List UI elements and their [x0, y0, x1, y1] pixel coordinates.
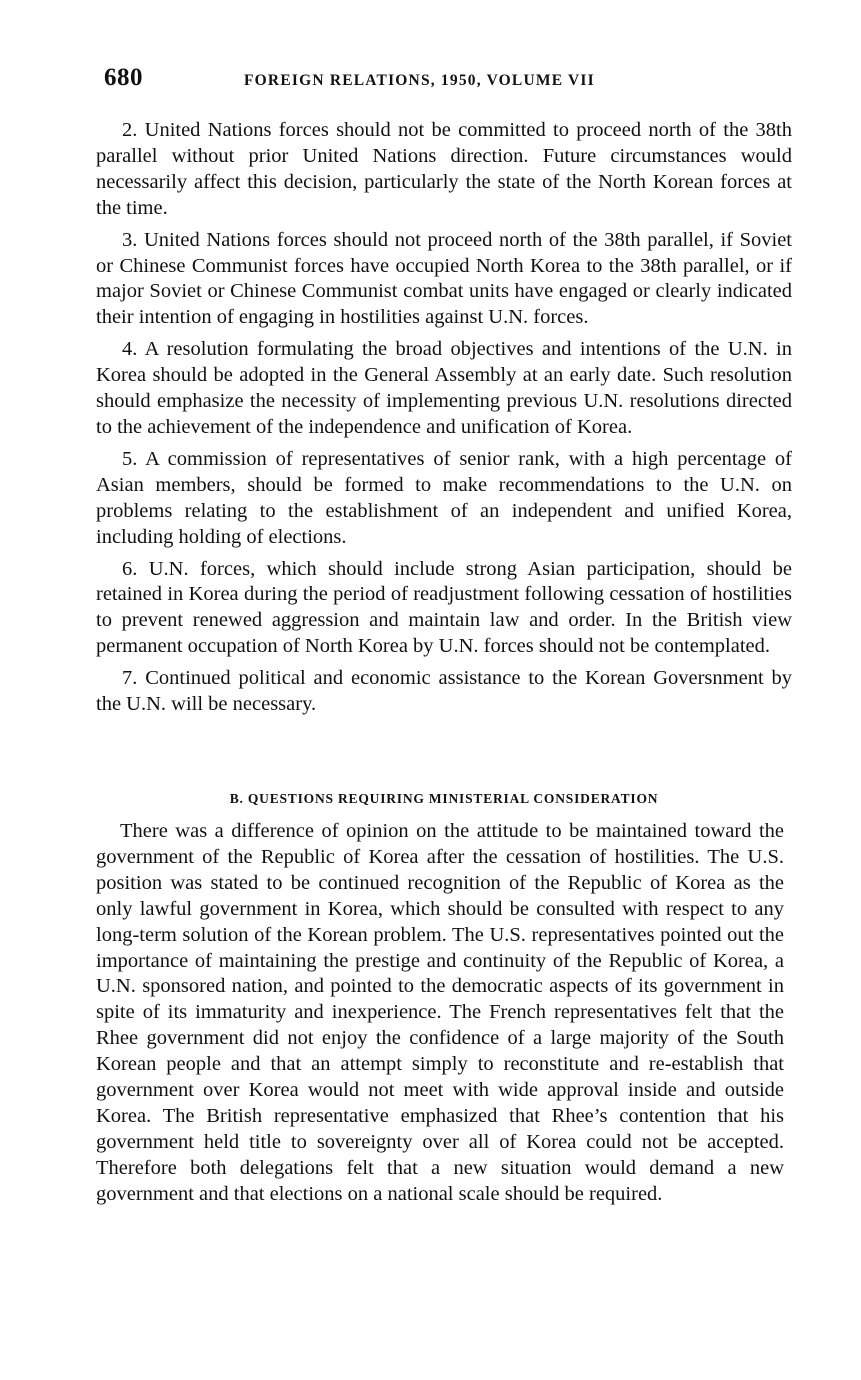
- section-b-body: [96, 819, 784, 1208]
- numbered-conclusions: [96, 118, 792, 724]
- item-text: A commission of representatives of senior rank, with a high percentage of Asian members, should be formed to make recommendations to the U.N. on problems relating to the establishment of an independent and unified Korea, including holding of elections.: [96, 447, 792, 548]
- running-head: FOREIGN RELATIONS, 1950, VOLUME VII: [244, 72, 595, 89]
- section-b-paragraph: There was a difference of opinion on the attitude to be maintained toward the government of the Republic of Korea after the cessation of hostilities. The U.S. position was stated to be continued recognition of the Republic of Korea as the only lawful government in Korea, which should be consulted with respect to any long-term solution of the Korean problem. The U.S. representatives pointed out the importance of maintaining the prestige and continuity of the Republic of Korea, a U.N. sponsored nation, and pointed to the democratic aspects of its government in spite of its immaturity and inexperience. The French representatives felt that the Rhee government did not enjoy the confidence of a large majority of the South Korean people and that an attempt simply to reconstitute and re-establish that government over Korea would not meet with wide approval inside and outside Korea. The British representative emphasized that Rhee’s contention that his government held title to sovereignty over all of Korea could not be accepted. Therefore both delegations felt that a new situation would demand a new government and that elections on a national scale should be required.: [96, 820, 784, 1205]
- item-text: Continued political and economic assistance to the Korean Goversnment by the U.N. will be necessary.: [96, 667, 792, 716]
- item-text: A resolution formulating the broad objectives and intentions of the U.N. in Korea should be adopted in the General Assembly at an early date. Such resolution should emphasize the necessity of implementing previous U.N. resolutions directed to the achievement of the independence and unification of Korea.: [96, 338, 792, 438]
- page-header: [104, 64, 754, 94]
- item-text: United Nations forces should not proceed north of the 38th parallel, if Soviet or Chinese Communist forces have occupied North Korea to the 38th parallel, or if major Soviet or Chinese Communist combat units have engaged or clearly indicated their intention of engaging in hostilities against U.N. forces.: [96, 228, 792, 329]
- item-text: United Nations forces should not be committed to proceed north of the 38th parallel without prior United Nations direction. Future circumstances would necessarily affect this decision, particularly the state of the North Korean forces at the time.: [96, 119, 792, 219]
- item-number: 5.: [122, 447, 138, 470]
- item-number: 7.: [122, 667, 138, 690]
- conclusion-item-3: [96, 228, 792, 332]
- item-number: 4.: [122, 338, 138, 361]
- item-number: 3.: [122, 228, 138, 251]
- conclusion-item-2: [96, 118, 792, 222]
- section-heading: B. QUESTIONS REQUIRING MINISTERIAL CONSIDERATION: [229, 791, 659, 806]
- page-number: 680: [104, 64, 143, 91]
- conclusion-item-6: [96, 557, 792, 661]
- conclusion-item-7: [96, 666, 792, 718]
- conclusion-item-5: [96, 447, 792, 551]
- item-number: 2.: [122, 119, 138, 141]
- item-text: U.N. forces, which should include strong Asian participation, should be retained in Korea during the period of readjustment following cessation of hostilities to prevent renewed aggression and maintain law and order. In the British view permanent occupation of North Korea by U.N. forces should not be contemplated.: [96, 557, 792, 658]
- conclusion-item-4: [96, 337, 792, 441]
- item-number: 6.: [122, 557, 138, 580]
